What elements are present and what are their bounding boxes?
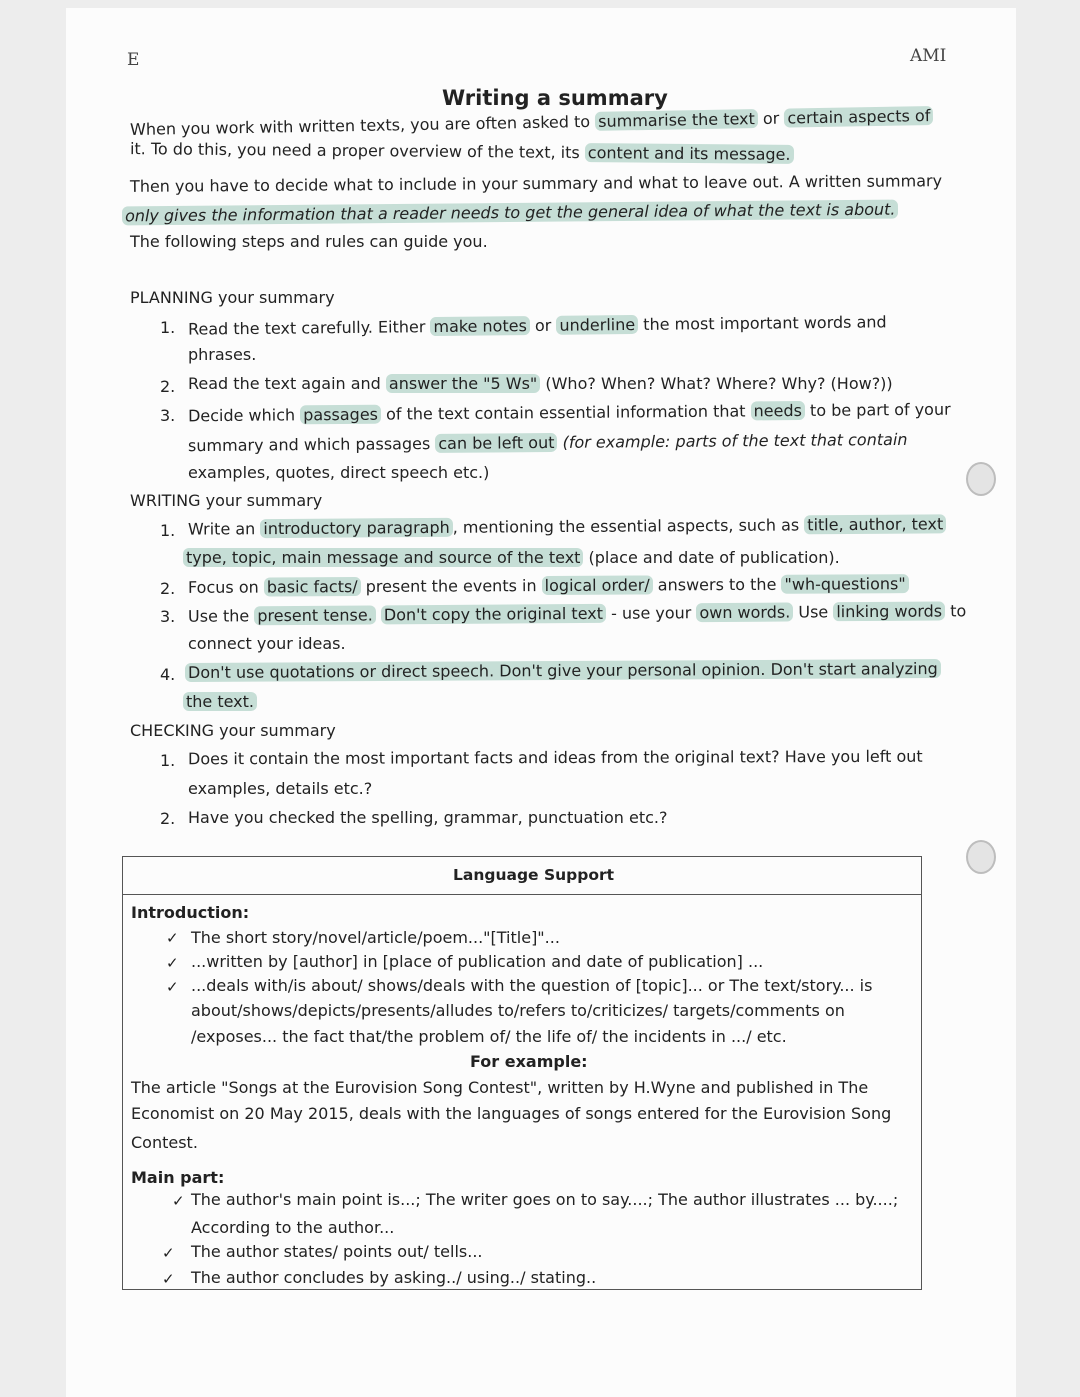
intro-phrase-2: ...written by [author] in [place of publication and date of publication] ... <box>191 952 764 971</box>
highlight-left-out: can be left out <box>435 433 557 453</box>
highlight-only-gives: only gives the information that a reader needs to get the general idea of what the text is about. <box>122 200 899 226</box>
highlight-introductory-paragraph: introductory paragraph <box>260 518 452 538</box>
highlight-own-words: own words. <box>696 602 793 622</box>
highlight-the-text: the text. <box>183 692 257 711</box>
planning-step-1: Read the text carefully. Either make notes or underline the most important words and <box>187 312 887 339</box>
introduction-label: Introduction: <box>131 903 250 922</box>
intro-line-5: The following steps and rules can guide you. <box>130 232 488 251</box>
check-icon: ✓ <box>162 1270 175 1288</box>
intro-line-3: Then you have to decide what to include in your summary and what to leave out. A written summary <box>129 171 943 196</box>
highlight-logical-order: logical order/ <box>542 575 653 595</box>
check-icon: ✓ <box>172 1192 185 1210</box>
highlight-5-ws: answer the "5 Ws" <box>386 374 540 393</box>
main-phrase-3: The author concludes by asking../ using../ stating.. <box>191 1268 597 1287</box>
check-icon: ✓ <box>162 1244 175 1262</box>
planning-step-3-cont: summary and which passages can be left out (for example: parts of the text that contain <box>187 429 908 456</box>
hole-punch-bottom <box>966 840 996 874</box>
writing-step-4-cont <box>183 692 257 711</box>
planning-heading: PLANNING your summary <box>130 288 335 307</box>
intro-line-1: When you work with written texts, you are often asked to summarise the text or certain aspects of <box>130 106 934 139</box>
check-icon: ✓ <box>166 978 179 996</box>
checking-step-1-cont: examples, details etc.? <box>188 779 373 798</box>
highlight-present-tense: present tense. <box>254 605 376 625</box>
highlight-content-message: content and its message. <box>585 143 794 164</box>
writing-number-1: 1. <box>160 521 176 540</box>
example-line-1: The article "Songs at the Eurovision Song Contest", written by H.Wyne and published in The <box>131 1078 869 1097</box>
language-support-header <box>123 857 921 895</box>
highlight-certain-aspects: certain aspects of <box>784 106 933 128</box>
writing-step-1: Write an introductory paragraph , mentioning the essential aspects, such as title, author, text <box>188 514 946 538</box>
hole-punch-top <box>966 462 996 496</box>
planning-number-2: 2. <box>160 377 176 396</box>
checking-number-2: 2. <box>160 809 176 828</box>
writing-step-3: Use the present tense. Don't copy the original text - use your own words. Use linking words to <box>187 601 967 626</box>
main-phrase-1: The author's main point is...; The writer goes on to say....; The author illustrates ... by....; <box>191 1190 899 1209</box>
check-icon: ✓ <box>166 954 179 972</box>
planning-step-2: Read the text again and answer the "5 Ws" (Who? When? What? Where? Why? (How?)) <box>188 374 893 393</box>
highlight-text-type: type, topic, main message and source of the text <box>183 548 583 567</box>
planning-step-3-cont2: examples, quotes, direct speech etc.) <box>188 463 490 482</box>
writing-step-1-cont: type, topic, main message and source of the text (place and date of publication). <box>183 548 840 567</box>
writing-step-3-cont: connect your ideas. <box>188 634 346 653</box>
highlight-wh-questions: "wh-questions" <box>781 574 908 594</box>
corner-mark-right: AMI <box>910 46 947 66</box>
planning-step-1-cont: phrases. <box>188 345 257 364</box>
writing-number-4: 4. <box>160 665 176 684</box>
intro-line-2: it. To do this, you need a proper overview of the text, its content and its message. <box>130 139 794 164</box>
writing-number-3: 3. <box>160 607 176 626</box>
highlight-summarise: summarise the text <box>595 109 758 131</box>
highlight-title-author: title, author, text <box>804 514 946 534</box>
intro-phrase-3-cont2: /exposes... the fact that/the problem of/ the life of/ the incidents in .../ etc. <box>191 1027 787 1046</box>
writing-step-4 <box>185 659 941 682</box>
checking-heading: CHECKING your summary <box>130 721 336 740</box>
main-part-label: Main part: <box>131 1168 225 1187</box>
main-phrase-1-cont: According to the author... <box>191 1218 395 1237</box>
check-icon: ✓ <box>166 929 179 947</box>
page-title: Writing a summary <box>442 86 668 110</box>
intro-phrase-1: The short story/novel/article/poem..."[Title]"... <box>191 928 560 947</box>
writing-step-2: Focus on basic facts/ present the events in logical order/ answers to the "wh-questions" <box>188 574 909 597</box>
highlight-basic-facts: basic facts/ <box>264 577 361 597</box>
planning-number-3: 3. <box>160 406 176 425</box>
highlight-dont-use-quotations: Don't use quotations or direct speech. Don't give your personal opinion. Don't start analyzing <box>185 659 941 682</box>
highlight-make-notes: make notes <box>430 316 530 336</box>
highlight-underline: underline <box>556 315 638 335</box>
checking-step-2: Have you checked the spelling, grammar, punctuation etc.? <box>188 808 668 827</box>
writing-heading: WRITING your summary <box>130 491 323 510</box>
corner-mark-left: E <box>127 50 140 70</box>
highlight-linking-words: linking words <box>833 601 945 621</box>
planning-number-1: 1. <box>160 318 176 337</box>
example-line-3: Contest. <box>131 1133 198 1152</box>
highlight-needs: needs <box>751 401 805 420</box>
writing-number-2: 2. <box>160 579 176 598</box>
language-support-title: Language Support <box>453 866 615 884</box>
example-line-2: Economist on 20 May 2015, deals with the languages of songs entered for the Eurovision Song <box>131 1104 892 1123</box>
highlight-passages: passages <box>300 405 381 425</box>
intro-phrase-3: ...deals with/is about/ shows/deals with the question of [topic]... or The text/story... is <box>191 976 873 995</box>
checking-number-1: 1. <box>160 751 176 770</box>
checking-step-1: Does it contain the most important facts and ideas from the original text? Have you left out <box>187 746 923 769</box>
planning-step-3: Decide which passages of the text contain essential information that needs to be part of your <box>187 399 951 426</box>
example-label: For example: <box>470 1052 588 1071</box>
main-phrase-2: The author states/ points out/ tells... <box>191 1242 483 1261</box>
highlight-dont-copy: Don't copy the original text <box>381 604 606 625</box>
intro-phrase-3-cont: about/shows/depicts/presents/alludes to/refers to/criticizes/ targets/comments on <box>191 1001 845 1020</box>
